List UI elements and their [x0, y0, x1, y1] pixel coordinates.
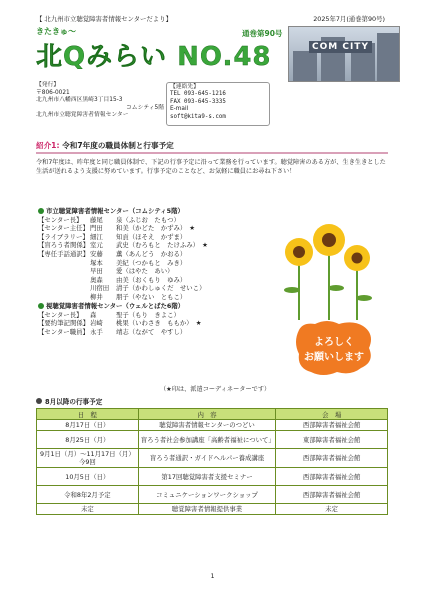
publisher-address	[36, 82, 164, 120]
bullet-icon	[38, 303, 44, 309]
staff-role: 【センター主任】	[38, 224, 89, 233]
badge-line2: お願いします	[304, 352, 364, 363]
masthead-subtitle: きたきゅ〜	[36, 27, 76, 36]
staff-role	[38, 293, 90, 302]
staff-given-name-reading: 由美（おくもり ゆみ）	[116, 275, 187, 284]
schedule-date: 8月25日（月）	[37, 431, 139, 449]
contact-box	[166, 82, 270, 126]
section-heading	[36, 140, 388, 154]
staff-surname: 細江	[90, 232, 103, 241]
coordinator-star-icon: ★	[189, 224, 196, 233]
staff-surname: 岩崎	[90, 319, 103, 328]
column-header-content: 内 容	[138, 409, 276, 420]
staff-list-com-city	[38, 207, 208, 302]
staff-row	[38, 284, 208, 293]
staff-surname: 門田	[90, 224, 103, 233]
sunflower-illustration	[270, 210, 380, 320]
schedule-content: 盲ろう者通訳・ガイドヘルパー養成講座	[138, 449, 276, 468]
staff-role: 【センター長】	[38, 310, 83, 319]
staff-surname: 川宿田	[90, 284, 110, 293]
intro-paragraph: 令和7年度は、昨年度と同じ職員体制で、下記の行事予定に沿って業務を行っています。聴覚障害のある方が、生き生きとした生活が送れるよう支援に努めています。行事予定のことなど、お気軽に職員にお尋ね下さい！	[36, 159, 386, 175]
schedule-heading: 8月以降の行事予定	[36, 396, 102, 406]
fax-number: FAX 093-645-3335	[170, 98, 226, 105]
badge-line1: よろしく	[314, 337, 354, 348]
staff-surname: 塚本	[90, 258, 103, 267]
address-label: 【発行】	[36, 82, 60, 88]
schedule-row	[37, 504, 388, 515]
staff-given-name-reading: 朋子（やない ともこ）	[116, 292, 187, 301]
staff-role	[38, 267, 90, 276]
staff-surname: 柳井	[90, 292, 103, 301]
staff-given-name-reading: 聖子（もり きよこ）	[116, 310, 180, 319]
schedule-row	[37, 468, 388, 486]
staff-row	[38, 224, 208, 233]
postal-code: 〒806-0021	[36, 89, 70, 96]
staff-given-name-reading: 清子（かわしゅくだ せいこ）	[116, 284, 206, 293]
schedule-venue: 未定	[276, 504, 388, 515]
schedule-date: 10月5日（日）	[37, 468, 139, 486]
event-schedule-table	[36, 408, 388, 515]
staff-row	[38, 319, 201, 328]
staff-role: 【盲ろう者関係】	[38, 241, 90, 250]
schedule-date: 9月1日（月）～11月17日（月）今9回	[37, 449, 139, 468]
staff-row	[38, 241, 208, 250]
page-number: 1	[210, 572, 215, 580]
schedule-venue: 西部障害者福祉会館	[276, 449, 388, 468]
greeting-badge	[293, 320, 375, 376]
section-title: 令和7年度の職員体制と行事予定	[59, 141, 174, 150]
newsletter-source: 【 北九州市立聴覚障害者情報センターだより】	[36, 15, 172, 23]
issue-number: 通巻第90号	[242, 29, 283, 38]
staff-role: 【センター長】	[38, 215, 83, 224]
schedule-date: 未定	[37, 504, 139, 515]
contact-label: 【連絡先】	[170, 84, 199, 90]
issue-date: 2025年7月(通巻第90号)	[313, 15, 385, 23]
email-address[interactable]: soft@kita9-s.com	[170, 113, 226, 120]
staff-given-name-reading: 靖志（ながて やすし）	[116, 327, 187, 336]
coordinator-star-icon: ★	[202, 241, 208, 250]
staff-row	[38, 250, 208, 259]
coordinator-star-icon: ★	[195, 319, 202, 328]
schedule-content: 盲ろう者社会参加講座「高齢者福祉について」	[138, 431, 276, 449]
staff-given-name-reading: 桃果（いわさき ももか）	[116, 319, 193, 328]
publisher-name: 北九州市立聴覚障害者情報センター	[36, 112, 129, 119]
staff-role	[38, 284, 90, 293]
newsletter-logo: 北Qみらい NO.48	[36, 42, 272, 72]
masthead	[36, 26, 396, 82]
column-header-date: 日 程	[37, 409, 139, 420]
schedule-row	[37, 420, 388, 431]
schedule-content: 聴覚障害者情報センターのつどい	[138, 420, 276, 431]
staff-surname: 奥森	[90, 275, 103, 284]
schedule-content: コミュニケーションワークショップ	[138, 486, 276, 504]
staff-surname: 早田	[90, 267, 103, 276]
schedule-venue: 東部障害者福祉会館	[276, 431, 388, 449]
phone-number: TEL 093-645-1216	[170, 91, 226, 98]
schedule-row	[37, 449, 388, 468]
section-tag: 紹介1:	[36, 141, 60, 150]
schedule-venue: 西部障害者福祉会館	[276, 486, 388, 504]
staff-list-tobata	[38, 302, 201, 336]
staff-row	[38, 259, 208, 268]
schedule-date: 8月17日（日）	[37, 420, 139, 431]
staff-surname: 安藤	[90, 249, 103, 258]
schedule-row	[37, 486, 388, 504]
staff-role: 【センター職員】	[38, 327, 89, 336]
staff-given-name-reading: 美紀（つかもと みき）	[116, 258, 187, 267]
staff-given-name-reading: 武史（むろもと たけふみ）	[116, 241, 200, 250]
schedule-content: 聴覚障害者情報提供事業	[138, 504, 276, 515]
schedule-date: 令和8年2月予定	[37, 486, 139, 504]
schedule-content: 第17回聴覚障害者支援セミナー	[138, 468, 276, 486]
publisher-info	[36, 82, 396, 126]
staff-given-name-reading: 泉（ふじお たもつ）	[116, 215, 180, 224]
staff-surname: 永手	[90, 327, 103, 336]
address-line: 北九州市八幡西区黒崎3丁目15-3	[36, 97, 123, 104]
staff-given-name-reading: 和美（かどた かずみ）	[116, 224, 187, 233]
staff-row	[38, 216, 208, 225]
staff-given-name-reading: 愛（はやた あい）	[116, 267, 174, 276]
email-label: E-mail	[170, 106, 189, 113]
staff-surname: 藤尾	[90, 215, 103, 224]
staff-given-name-reading: 薫（あんどう かおる）	[116, 249, 187, 258]
staff-row	[38, 267, 208, 276]
bullet-icon	[36, 398, 42, 404]
schedule-row	[37, 431, 388, 449]
org-heading: 市立聴覚障害者情報センター（コムシティ5階）	[38, 207, 208, 216]
staff-surname: 森	[90, 310, 97, 319]
staff-surname: 室元	[90, 241, 103, 250]
staff-role: 【ライブラリー】	[38, 232, 89, 241]
org-heading: 視聴覚障害者情報センター（ウェルとばた6階）	[38, 302, 201, 311]
staff-row	[38, 311, 201, 320]
schedule-venue: 西部障害者福祉会館	[276, 420, 388, 431]
column-header-venue: 会 場	[276, 409, 388, 420]
staff-row	[38, 328, 201, 337]
staff-given-name-reading: 知貢（ほそえ かずま）	[116, 232, 187, 241]
building-sign: COM CITY	[309, 41, 372, 53]
address-building: コムシティ5階	[125, 104, 164, 111]
staff-role	[38, 259, 90, 268]
schedule-venue: 西部障害者福祉会館	[276, 468, 388, 486]
bullet-icon	[38, 208, 44, 214]
staff-row	[38, 293, 208, 302]
staff-role: 【要約筆記関係】	[38, 319, 90, 328]
coordinator-note: （★印は、派遣コーディネーターです）	[160, 386, 271, 393]
building-photo	[288, 26, 400, 82]
staff-role: 【専任手話通訳】	[38, 249, 90, 258]
staff-role	[38, 276, 90, 285]
